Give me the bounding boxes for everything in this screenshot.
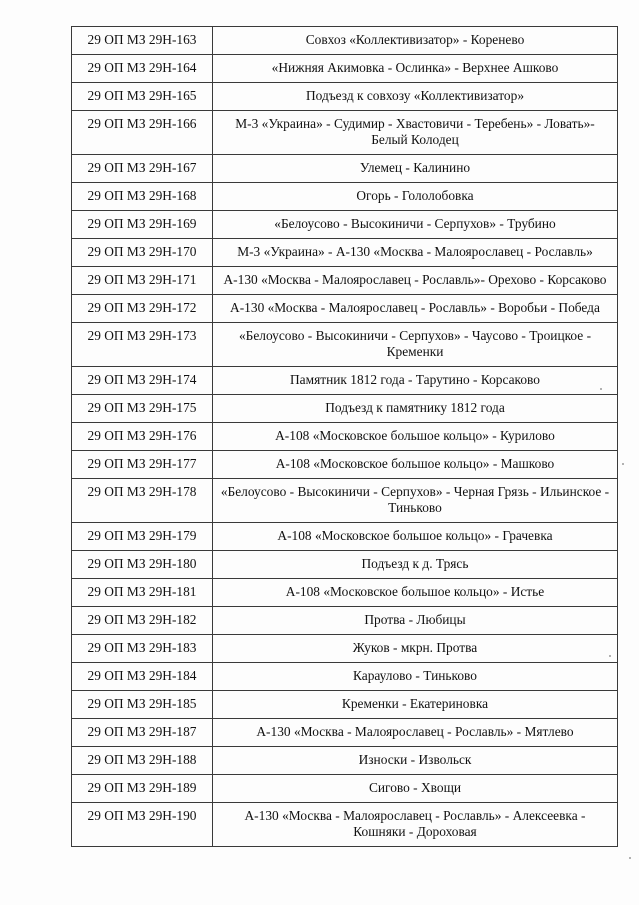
road-name-cell: Улемец - Калинино bbox=[213, 155, 618, 183]
road-name-cell: «Белоусово - Высокиничи - Серпухов» - Трубино bbox=[213, 211, 618, 239]
road-name-cell: Сигово - Хвощи bbox=[213, 775, 618, 803]
table-row bbox=[72, 803, 618, 847]
road-name-cell: А-108 «Московское большое кольцо» - Грачевка bbox=[213, 523, 618, 551]
table-row bbox=[72, 579, 618, 607]
table-row bbox=[72, 747, 618, 775]
table-row bbox=[72, 323, 618, 367]
road-name-cell: Подъезд к памятнику 1812 года bbox=[213, 395, 618, 423]
table-row bbox=[72, 719, 618, 747]
road-name-cell: «Белоусово - Высокиничи - Серпухов» - Чаусово - Троицкое - Кременки bbox=[213, 323, 618, 367]
table-row bbox=[72, 295, 618, 323]
table-row bbox=[72, 27, 618, 55]
table-row bbox=[72, 183, 618, 211]
road-code-cell: 29 ОП МЗ 29Н-178 bbox=[72, 479, 213, 523]
road-code-cell: 29 ОП МЗ 29Н-164 bbox=[72, 55, 213, 83]
road-code-cell: 29 ОП МЗ 29Н-167 bbox=[72, 155, 213, 183]
road-code-cell: 29 ОП МЗ 29Н-168 bbox=[72, 183, 213, 211]
road-code-cell: 29 ОП МЗ 29Н-166 bbox=[72, 111, 213, 155]
road-code-cell: 29 ОП МЗ 29Н-188 bbox=[72, 747, 213, 775]
table-row bbox=[72, 423, 618, 451]
road-code-cell: 29 ОП МЗ 29Н-180 bbox=[72, 551, 213, 579]
table-row bbox=[72, 267, 618, 295]
road-code-cell: 29 ОП МЗ 29Н-183 bbox=[72, 635, 213, 663]
scan-speck bbox=[629, 857, 631, 859]
table-row bbox=[72, 607, 618, 635]
road-code-cell: 29 ОП МЗ 29Н-170 bbox=[72, 239, 213, 267]
road-name-cell: А-108 «Московское большое кольцо» - Истье bbox=[213, 579, 618, 607]
road-name-cell: Караулово - Тиньково bbox=[213, 663, 618, 691]
road-name-cell: Жуков - мкрн. Протва bbox=[213, 635, 618, 663]
road-code-cell: 29 ОП МЗ 29Н-171 bbox=[72, 267, 213, 295]
road-code-cell: 29 ОП МЗ 29Н-181 bbox=[72, 579, 213, 607]
road-code-cell: 29 ОП МЗ 29Н-165 bbox=[72, 83, 213, 111]
table-row bbox=[72, 523, 618, 551]
road-name-cell: Памятник 1812 года - Тарутино - Корсаково bbox=[213, 367, 618, 395]
road-code-cell: 29 ОП МЗ 29Н-184 bbox=[72, 663, 213, 691]
road-code-cell: 29 ОП МЗ 29Н-187 bbox=[72, 719, 213, 747]
table-row bbox=[72, 83, 618, 111]
table-row bbox=[72, 635, 618, 663]
road-name-cell: А-130 «Москва - Малоярославец - Рославль» - Воробьи - Победа bbox=[213, 295, 618, 323]
road-name-cell: Подъезд к д. Трясь bbox=[213, 551, 618, 579]
road-name-cell: Подъезд к совхозу «Коллективизатор» bbox=[213, 83, 618, 111]
table-row bbox=[72, 691, 618, 719]
road-name-cell: «Нижняя Акимовка - Ослинка» - Верхнее Ашково bbox=[213, 55, 618, 83]
table-row bbox=[72, 211, 618, 239]
road-name-cell: А-108 «Московское большое кольцо» - Курилово bbox=[213, 423, 618, 451]
table-row bbox=[72, 111, 618, 155]
road-code-cell: 29 ОП МЗ 29Н-185 bbox=[72, 691, 213, 719]
road-name-cell: Огорь - Гололобовка bbox=[213, 183, 618, 211]
road-name-cell: Протва - Любицы bbox=[213, 607, 618, 635]
scan-speck bbox=[600, 388, 602, 390]
table-row bbox=[72, 367, 618, 395]
road-name-cell: А-108 «Московское большое кольцо» - Машково bbox=[213, 451, 618, 479]
road-code-cell: 29 ОП МЗ 29Н-189 bbox=[72, 775, 213, 803]
road-code-cell: 29 ОП МЗ 29Н-176 bbox=[72, 423, 213, 451]
road-code-cell: 29 ОП МЗ 29Н-174 bbox=[72, 367, 213, 395]
road-name-cell: М-3 «Украина» - Судимир - Хвастовичи - Теребень» - Ловать»- Белый Колодец bbox=[213, 111, 618, 155]
scan-speck bbox=[609, 655, 611, 657]
table-row bbox=[72, 239, 618, 267]
road-name-cell: Совхоз «Коллективизатор» - Коренево bbox=[213, 27, 618, 55]
road-name-cell: Износки - Извольск bbox=[213, 747, 618, 775]
road-code-cell: 29 ОП МЗ 29Н-179 bbox=[72, 523, 213, 551]
road-code-cell: 29 ОП МЗ 29Н-182 bbox=[72, 607, 213, 635]
road-name-cell: А-130 «Москва - Малоярославец - Рославль» - Мятлево bbox=[213, 719, 618, 747]
road-name-cell: А-130 «Москва - Малоярославец - Рославль» - Алексеевка - Кошняки - Дороховая bbox=[213, 803, 618, 847]
table-row bbox=[72, 479, 618, 523]
table-row bbox=[72, 775, 618, 803]
road-code-cell: 29 ОП МЗ 29Н-163 bbox=[72, 27, 213, 55]
table-row bbox=[72, 451, 618, 479]
road-code-cell: 29 ОП МЗ 29Н-190 bbox=[72, 803, 213, 847]
roads-table bbox=[71, 26, 618, 847]
road-code-cell: 29 ОП МЗ 29Н-175 bbox=[72, 395, 213, 423]
road-code-cell: 29 ОП МЗ 29Н-173 bbox=[72, 323, 213, 367]
road-code-cell: 29 ОП МЗ 29Н-177 bbox=[72, 451, 213, 479]
road-name-cell: М-3 «Украина» - А-130 «Москва - Малоярославец - Рославль» bbox=[213, 239, 618, 267]
roads-table-body bbox=[72, 27, 618, 847]
road-code-cell: 29 ОП МЗ 29Н-169 bbox=[72, 211, 213, 239]
road-name-cell: Кременки - Екатериновка bbox=[213, 691, 618, 719]
road-code-cell: 29 ОП МЗ 29Н-172 bbox=[72, 295, 213, 323]
road-name-cell: «Белоусово - Высокиничи - Серпухов» - Черная Грязь - Ильинское - Тиньково bbox=[213, 479, 618, 523]
road-name-cell: А-130 «Москва - Малоярославец - Рославль»- Орехово - Корсаково bbox=[213, 267, 618, 295]
table-row bbox=[72, 155, 618, 183]
table-row bbox=[72, 55, 618, 83]
table-row bbox=[72, 663, 618, 691]
table-row bbox=[72, 395, 618, 423]
table-row bbox=[72, 551, 618, 579]
scan-speck bbox=[622, 463, 624, 465]
